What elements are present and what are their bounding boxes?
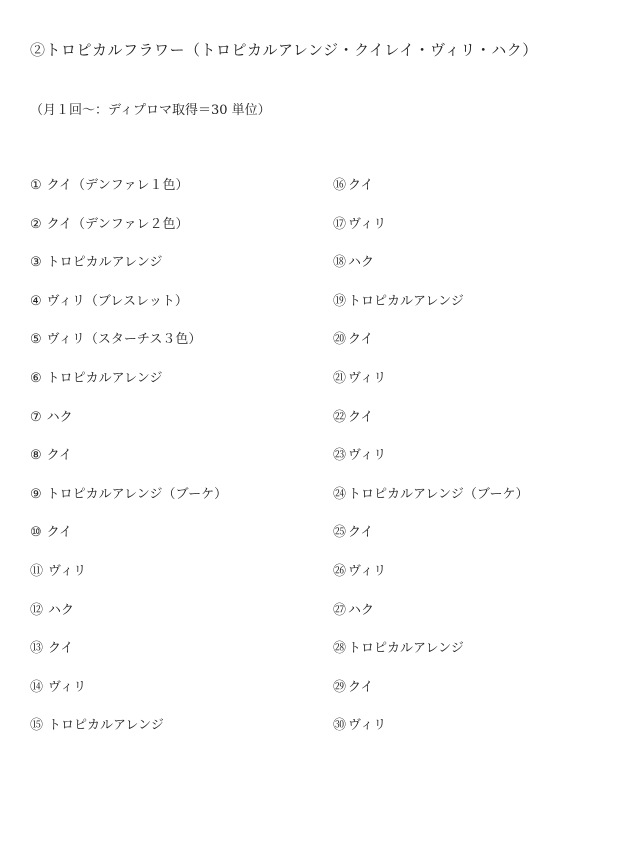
item-label: クイ [348,679,374,695]
item-label: ヴィリ [348,718,387,734]
list-item [333,639,528,678]
item-label: クイ [46,525,73,541]
item-number: ⑬ [30,641,44,657]
item-label: ヴィリ [348,216,387,232]
item-label: ハク [348,255,375,271]
item-number: ㉒ [333,409,347,425]
item-number: ⑳ [333,332,347,348]
item-number: ㉙ [333,679,347,695]
list-item [333,369,528,408]
item-number: ㉔ [333,486,347,502]
item-number: ① [30,178,42,193]
item-label: クイ [48,641,74,657]
list-item [30,485,227,524]
list-item [30,562,227,601]
item-number: ⑦ [30,409,42,425]
item-label: ヴィリ [348,370,387,386]
item-number: ⑯ [333,178,347,193]
list-item [30,292,227,331]
item-label: クイ（デンファレ１色） [46,178,189,193]
list-item [333,330,528,369]
page-subtitle: （月１回〜：ディプロマ取得＝30 単位） [30,103,271,118]
item-label: クイ [348,525,374,541]
list-item [30,716,227,755]
item-number: ⑧ [30,448,42,464]
list-item [30,215,227,254]
item-label: ヴィリ [348,563,387,579]
list-item [30,601,227,640]
item-number: ⑩ [30,525,42,541]
lesson-list-right [333,176,528,755]
item-number: ⑥ [30,370,42,386]
item-number: ⑮ [30,718,44,734]
item-number: ⑤ [30,332,42,348]
item-label: ヴィリ [48,563,87,579]
list-item [333,601,528,640]
item-number: ㉚ [333,718,347,734]
item-label: ハク [348,602,375,618]
item-number: ㉘ [333,641,347,657]
item-label: トロピカルアレンジ [48,718,164,734]
list-item [333,678,528,717]
item-label: ハク [48,602,75,618]
list-item [30,446,227,485]
list-item [30,369,227,408]
item-label: クイ（デンファレ２色） [46,216,189,232]
item-number: ㉕ [333,525,347,541]
item-number: ⑱ [333,255,347,271]
list-item [30,176,227,215]
list-item [30,330,227,369]
item-number: ⑨ [30,486,42,502]
item-label: トロピカルアレンジ [348,293,464,309]
item-label: クイ [348,178,374,193]
item-label: ヴィリ [48,679,87,695]
list-item [333,562,528,601]
list-item [30,523,227,562]
item-number: ⑲ [333,293,347,309]
list-item [30,253,227,292]
item-label: トロピカルアレンジ [348,641,464,657]
list-item [333,446,528,485]
list-item [333,176,528,215]
list-item [333,716,528,755]
item-number: ④ [30,293,42,309]
item-label: トロピカルアレンジ（ブーケ） [46,486,228,502]
list-item [333,253,528,292]
list-item [333,215,528,254]
item-number: ② [30,216,42,232]
list-item [333,292,528,331]
item-label: ヴィリ（ブレスレット） [46,293,188,309]
item-label: トロピカルアレンジ [46,370,163,386]
list-item [333,485,528,524]
item-label: クイ [348,332,374,348]
item-label: クイ [46,448,73,464]
item-number: ③ [30,255,42,271]
item-label: ヴィリ [348,448,387,464]
item-number: ㉗ [333,602,347,618]
item-number: ⑪ [30,563,44,579]
item-number: ㉖ [333,563,347,579]
page-title: ②トロピカルフラワー（トロピカルアレンジ・クイレイ・ヴィリ・ハク） [30,41,538,59]
item-number: ⑰ [333,216,347,232]
list-item [30,408,227,447]
list-item [333,523,528,562]
item-label: トロピカルアレンジ [46,255,163,271]
item-number: ⑫ [30,602,44,618]
lesson-list-left [30,176,227,755]
list-item [30,678,227,717]
item-label: ヴィリ（スターチス３色） [46,332,202,348]
item-number: ㉑ [333,370,347,386]
item-number: ㉓ [333,448,347,464]
item-label: ハク [46,409,73,425]
item-label: トロピカルアレンジ（ブーケ） [348,486,529,502]
list-item [30,639,227,678]
item-number: ⑭ [30,679,44,695]
list-item [333,408,528,447]
item-label: クイ [348,409,374,425]
